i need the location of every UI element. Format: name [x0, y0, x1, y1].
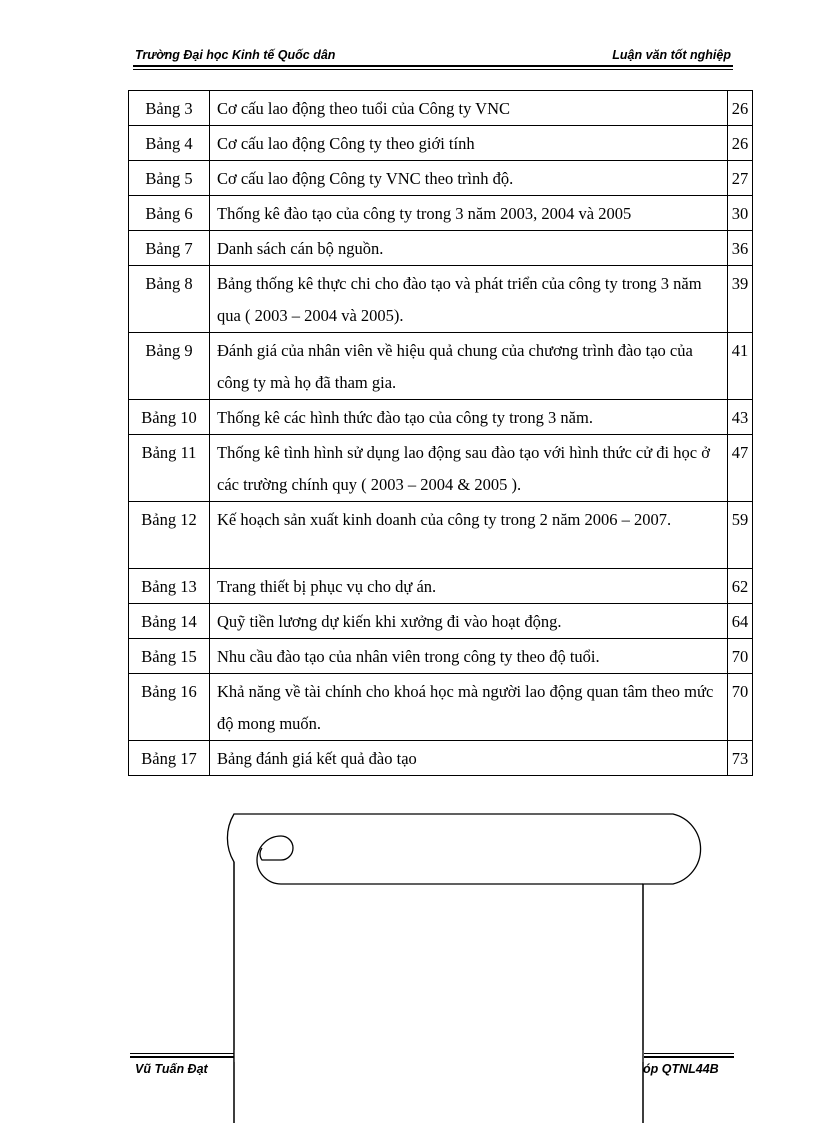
row-page: 73 — [728, 741, 753, 776]
row-page: 64 — [728, 604, 753, 639]
row-page: 27 — [728, 161, 753, 196]
row-title: Danh sách cán bộ nguồn. — [210, 231, 728, 266]
row-label: Bảng 8 — [129, 266, 210, 333]
row-title: Cơ cấu lao động Công ty theo giới tính — [210, 126, 728, 161]
row-label: Bảng 13 — [129, 569, 210, 604]
row-page: 30 — [728, 196, 753, 231]
row-label: Bảng 12 — [129, 502, 210, 569]
footer-author: Vũ Tuấn Đạt — [135, 1062, 208, 1076]
row-title: Cơ cấu lao động Công ty VNC theo trình độ. — [210, 161, 728, 196]
row-page: 62 — [728, 569, 753, 604]
row-page: 43 — [728, 400, 753, 435]
row-label: Bảng 14 — [129, 604, 210, 639]
row-label: Bảng 17 — [129, 741, 210, 776]
row-title: Kế hoạch sản xuất kinh doanh của công ty trong 2 năm 2006 – 2007. — [210, 502, 728, 569]
row-label: Bảng 15 — [129, 639, 210, 674]
row-title: Thống kê tình hình sử dụng lao động sau đào tạo với hình thức cử đi học ở các trường chính quy ( 2003 – 2004 & 2005 ). — [210, 435, 728, 502]
row-title: Cơ cấu lao động theo tuổi của Công ty VNC — [210, 91, 728, 126]
row-page: 70 — [728, 674, 753, 741]
row-page: 47 — [728, 435, 753, 502]
row-title: Bảng đánh giá kết quả đào tạo — [210, 741, 728, 776]
row-title: Thống kê các hình thức đào tạo của công ty trong 3 năm. — [210, 400, 728, 435]
row-page: 26 — [728, 91, 753, 126]
row-title: Thống kê đào tạo của công ty trong 3 năm 2003, 2004 và 2005 — [210, 196, 728, 231]
row-label: Bảng 11 — [129, 435, 210, 502]
row-title: Đánh giá của nhân viên về hiệu quả chung của chương trình đào tạo của công ty mà họ đã tham gia. — [210, 333, 728, 400]
row-page: 26 — [728, 126, 753, 161]
row-page: 70 — [728, 639, 753, 674]
header-thesis: Luận văn tốt nghiệp — [612, 48, 731, 62]
row-label: Bảng 3 — [129, 91, 210, 126]
row-title: Nhu cầu đào tạo của nhân viên trong công ty theo độ tuổi. — [210, 639, 728, 674]
row-page: 39 — [728, 266, 753, 333]
row-title: Khả năng về tài chính cho khoá học mà người lao động quan tâm theo mức độ mong muốn. — [210, 674, 728, 741]
row-page: 41 — [728, 333, 753, 400]
row-label: Bảng 4 — [129, 126, 210, 161]
row-label: Bảng 6 — [129, 196, 210, 231]
row-title: Trang thiết bị phục vụ cho dự án. — [210, 569, 728, 604]
row-label: Bảng 7 — [129, 231, 210, 266]
row-page: 59 — [728, 502, 753, 569]
footer-class: óp QTNL44B — [643, 1062, 719, 1076]
row-page: 36 — [728, 231, 753, 266]
row-label: Bảng 5 — [129, 161, 210, 196]
row-title: Quỹ tiền lương dự kiến khi xưởng đi vào hoạt động. — [210, 604, 728, 639]
row-title: Bảng thống kê thực chi cho đào tạo và phát triển của công ty trong 3 năm qua ( 2003 – 2004 và 2005). — [210, 266, 728, 333]
row-label: Bảng 16 — [129, 674, 210, 741]
header-school: Trường Đại học Kinh tế Quốc dân — [135, 48, 336, 62]
row-label: Bảng 10 — [129, 400, 210, 435]
row-label: Bảng 9 — [129, 333, 210, 400]
